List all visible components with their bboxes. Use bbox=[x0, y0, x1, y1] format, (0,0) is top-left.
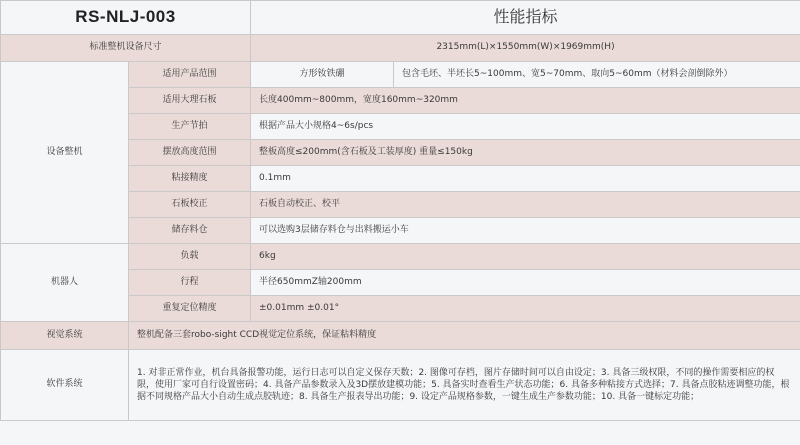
spec-label: 石板校正 bbox=[129, 192, 251, 218]
spec-label: 负载 bbox=[129, 244, 251, 270]
equipment-scope-row bbox=[1, 62, 800, 88]
software-label: 软件系统 bbox=[1, 350, 129, 421]
performance-header: 性能指标 bbox=[251, 1, 800, 35]
equipment-group-label: 设备整机 bbox=[1, 62, 129, 244]
spec-value: 石板自动校正、校平 bbox=[251, 192, 800, 218]
spec-value: 整板高度≤200mm(含石板及工装厚度) 重量≤150kg bbox=[251, 140, 800, 166]
scope-detail: 包含毛坯、半坯长5~100mm、宽5~70mm、取向5~60mm（材料会剖倒除外） bbox=[394, 62, 800, 88]
spec-value: ±0.01mm ±0.01° bbox=[251, 296, 800, 322]
spec-label: 粘接精度 bbox=[129, 166, 251, 192]
scope-product: 方形钕铁硼 bbox=[251, 62, 394, 88]
size-label: 标准整机设备尺寸 bbox=[1, 35, 251, 62]
scope-label: 适用产品范围 bbox=[129, 62, 251, 88]
spec-label: 适用大理石板 bbox=[129, 88, 251, 114]
vision-label: 视觉系统 bbox=[1, 322, 129, 350]
spec-value: 6kg bbox=[251, 244, 800, 270]
vision-row bbox=[1, 322, 800, 350]
software-value: 1. 对非正常作业，机台具备报警功能，运行日志可以自定义保存天数；2. 图像可存档，图片存储时间可以自由设定；3. 具备三级权限，不同的操作需要相应的权限，使用厂家可自行设置密码；4. 具备产品参数录入及3D摆放建模功能；5. 具备实时查看生产状态功能；6. 具备多种粘接方式选择；7. 具备点胶粘迹调整功能，根据不同规格产品大小自动生成点胶轨迹；8. 具备生产报表导出功能；9. 设定产品规格参数，一键生成生产参数功能；10. 具备一键标定功能； bbox=[129, 350, 800, 421]
spec-label: 储存料仓 bbox=[129, 218, 251, 244]
size-value: 2315mm(L)×1550mm(W)×1969mm(H) bbox=[251, 35, 800, 62]
robot-group-label: 机器人 bbox=[1, 244, 129, 322]
spec-value: 长度400mm~800mm，宽度160mm~320mm bbox=[251, 88, 800, 114]
spec-label: 生产节拍 bbox=[129, 114, 251, 140]
header-row bbox=[1, 1, 800, 35]
size-row bbox=[1, 35, 800, 62]
spec-value: 0.1mm bbox=[251, 166, 800, 192]
spec-label: 摆放高度范围 bbox=[129, 140, 251, 166]
spec-value: 可以选购3层储存料仓与出料搬运小车 bbox=[251, 218, 800, 244]
model-number: RS-NLJ-003 bbox=[1, 1, 251, 35]
spec-label: 行程 bbox=[129, 270, 251, 296]
spec-value: 根据产品大小规格4~6s/pcs bbox=[251, 114, 800, 140]
robot-row bbox=[1, 244, 800, 270]
software-row bbox=[1, 350, 800, 421]
spec-label: 重复定位精度 bbox=[129, 296, 251, 322]
vision-value: 整机配备三套robo-sight CCD视觉定位系统，保证粘料精度 bbox=[129, 322, 800, 350]
spec-value: 半径650mmZ轴200mm bbox=[251, 270, 800, 296]
